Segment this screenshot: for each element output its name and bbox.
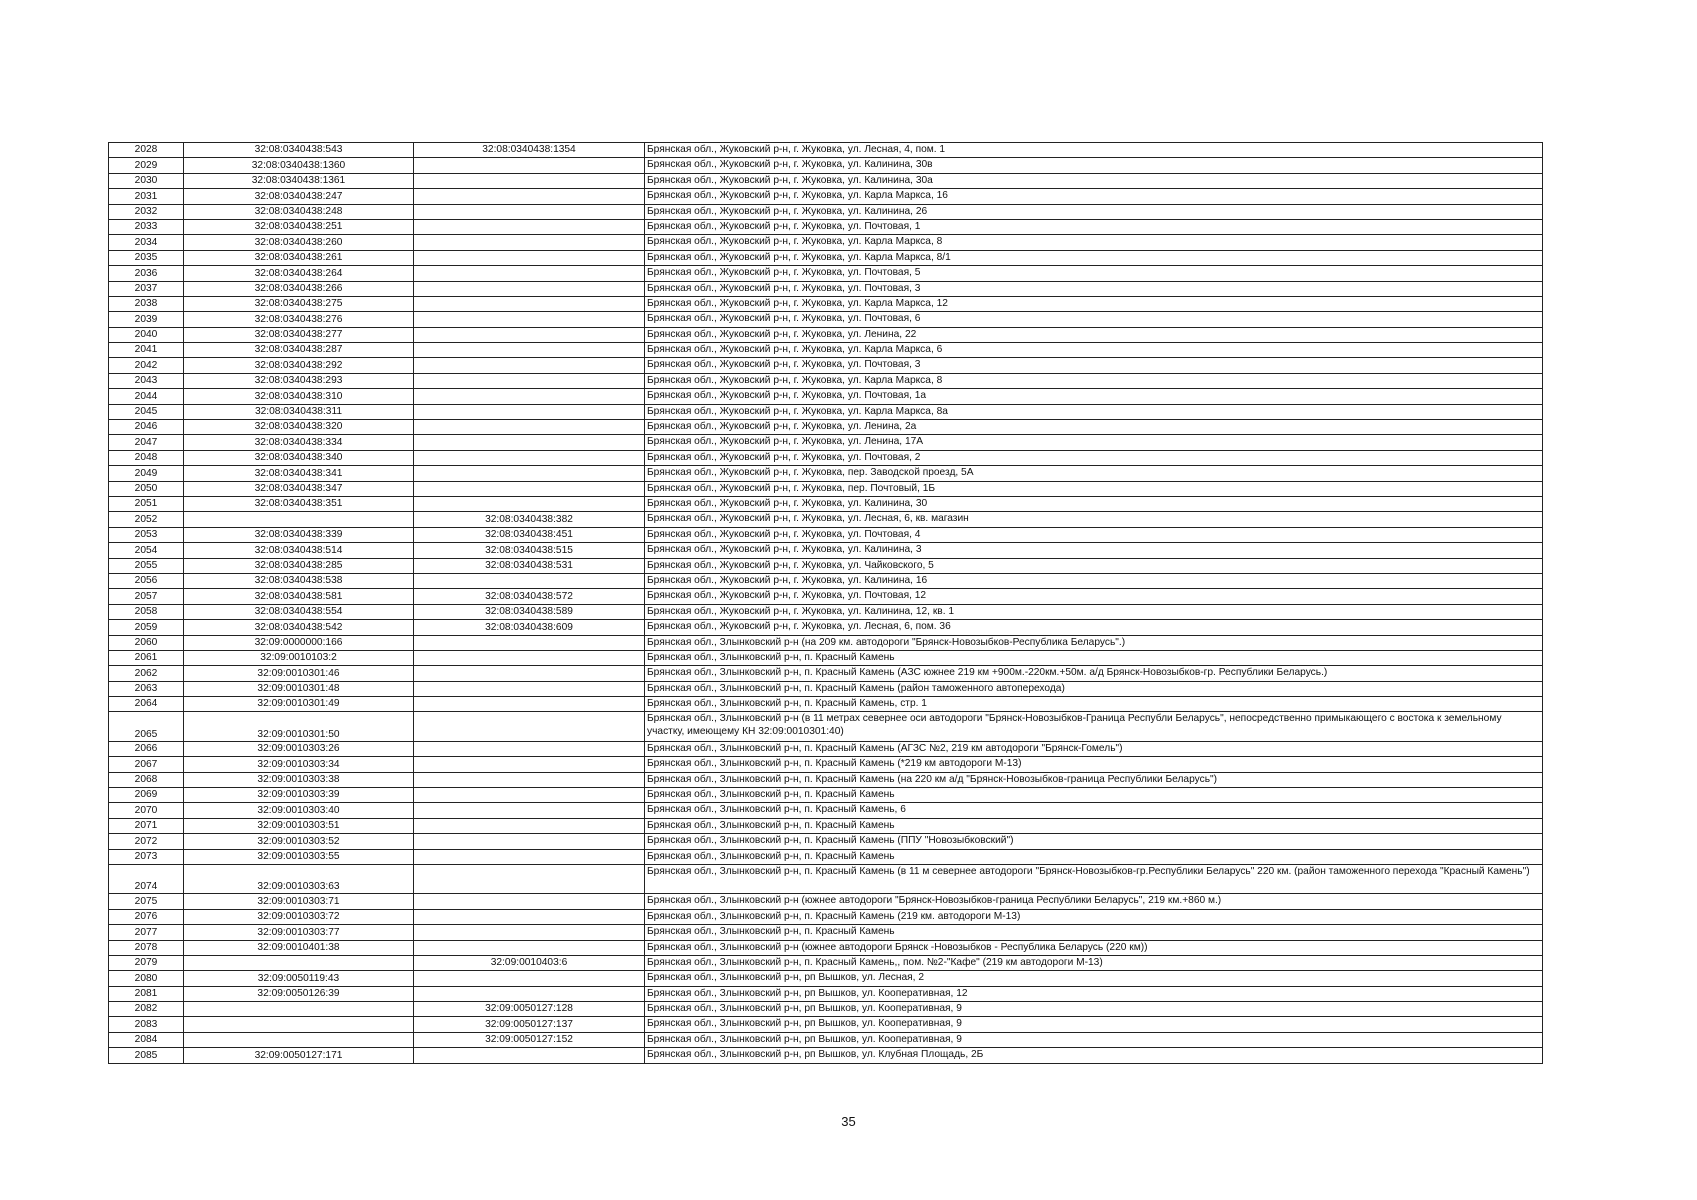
table-row <box>109 496 1543 511</box>
cadastral-number-cell: 32:09:0010303:63 <box>184 864 414 893</box>
cadastral-number-cell: 32:08:0340438:264 <box>184 266 414 281</box>
row-number-cell: 2074 <box>109 864 184 893</box>
related-cadastral-number-cell <box>414 450 645 465</box>
row-number-cell: 2034 <box>109 235 184 250</box>
address-cell: Брянская обл., Жуковский р-н, г. Жуковка, ул. Карла Маркса, 8 <box>645 373 1543 388</box>
row-number-cell: 2076 <box>109 909 184 924</box>
address-cell: Брянская обл., Жуковский р-н, г. Жуковка, ул. Почтовая, 3 <box>645 281 1543 296</box>
address-cell: Брянская обл., Злынковский р-н, п. Красный Камень (район таможенного автоперехода) <box>645 681 1543 696</box>
table-row <box>109 373 1543 388</box>
cadastral-number-cell: 32:09:0010303:71 <box>184 894 414 909</box>
related-cadastral-number-cell <box>414 496 645 511</box>
row-number-cell: 2077 <box>109 925 184 940</box>
row-number-cell: 2079 <box>109 955 184 970</box>
related-cadastral-number-cell <box>414 940 645 955</box>
table-row <box>109 712 1543 741</box>
row-number-cell: 2046 <box>109 420 184 435</box>
table-row <box>109 420 1543 435</box>
address-cell: Брянская обл., Злынковский р-н, п. Красный Камень,, пом. №2-"Кафе" (219 км автодороги М-13) <box>645 955 1543 970</box>
row-number-cell: 2071 <box>109 818 184 833</box>
table-row <box>109 757 1543 772</box>
address-cell: Брянская обл., Жуковский р-н, г. Жуковка, ул. Ленина, 22 <box>645 327 1543 342</box>
related-cadastral-number-cell <box>414 803 645 818</box>
cadastral-number-cell: 32:08:0340438:581 <box>184 589 414 604</box>
table-row <box>109 666 1543 681</box>
cadastral-number-cell: 32:08:0340438:554 <box>184 604 414 619</box>
related-cadastral-number-cell <box>414 650 645 665</box>
table-row <box>109 589 1543 604</box>
table-row <box>109 404 1543 419</box>
row-number-cell: 2075 <box>109 894 184 909</box>
cadastral-number-cell: 32:09:0010303:52 <box>184 834 414 849</box>
table-row <box>109 1002 1543 1017</box>
cadastral-number-cell <box>184 512 414 527</box>
row-number-cell: 2068 <box>109 772 184 787</box>
cadastral-number-cell <box>184 955 414 970</box>
address-cell: Брянская обл., Злынковский р-н, рп Вышков, ул. Кооперативная, 12 <box>645 986 1543 1001</box>
related-cadastral-number-cell <box>414 389 645 404</box>
cadastral-number-cell: 32:09:0010301:46 <box>184 666 414 681</box>
related-cadastral-number-cell <box>414 681 645 696</box>
related-cadastral-number-cell: 32:08:0340438:609 <box>414 620 645 635</box>
cadastral-number-cell: 32:08:0340438:293 <box>184 373 414 388</box>
row-number-cell: 2063 <box>109 681 184 696</box>
table-row <box>109 512 1543 527</box>
related-cadastral-number-cell <box>414 573 645 588</box>
related-cadastral-number-cell <box>414 296 645 311</box>
address-cell: Брянская обл., Злынковский р-н, п. Красный Камень <box>645 788 1543 803</box>
table-row <box>109 312 1543 327</box>
row-number-cell: 2070 <box>109 803 184 818</box>
table-row <box>109 650 1543 665</box>
address-cell: Брянская обл., Жуковский р-н, г. Жуковка, ул. Ленина, 2а <box>645 420 1543 435</box>
address-cell: Брянская обл., Жуковский р-н, г. Жуковка, ул. Калинина, 30в <box>645 158 1543 173</box>
row-number-cell: 2060 <box>109 635 184 650</box>
address-cell: Брянская обл., Жуковский р-н, г. Жуковка, ул. Почтовая, 5 <box>645 266 1543 281</box>
row-number-cell: 2052 <box>109 512 184 527</box>
table-row <box>109 620 1543 635</box>
related-cadastral-number-cell <box>414 281 645 296</box>
related-cadastral-number-cell <box>414 404 645 419</box>
related-cadastral-number-cell: 32:09:0050127:152 <box>414 1032 645 1047</box>
cadastral-number-cell: 32:09:0010303:38 <box>184 772 414 787</box>
table-row <box>109 909 1543 924</box>
address-cell: Брянская обл., Злынковский р-н (южнее автодороги Брянск -Новозыбков - Республика Беларусь (220 км)) <box>645 940 1543 955</box>
related-cadastral-number-cell <box>414 666 645 681</box>
related-cadastral-number-cell <box>414 358 645 373</box>
address-cell: Брянская обл., Жуковский р-н, г. Жуковка, ул. Карла Маркса, 8/1 <box>645 250 1543 265</box>
row-number-cell: 2033 <box>109 219 184 234</box>
row-number-cell: 2029 <box>109 158 184 173</box>
related-cadastral-number-cell <box>414 925 645 940</box>
address-cell: Брянская обл., Жуковский р-н, г. Жуковка, ул. Лесная, 4, пом. 1 <box>645 143 1543 158</box>
row-number-cell: 2045 <box>109 404 184 419</box>
address-cell: Брянская обл., Жуковский р-н, г. Жуковка, ул. Лесная, 6, кв. магазин <box>645 512 1543 527</box>
cadastral-number-cell: 32:08:0340438:341 <box>184 466 414 481</box>
related-cadastral-number-cell <box>414 158 645 173</box>
address-cell: Брянская обл., Злынковский р-н, п. Красный Камень <box>645 818 1543 833</box>
table-row <box>109 143 1543 158</box>
cadastral-number-cell: 32:08:0340438:543 <box>184 143 414 158</box>
related-cadastral-number-cell: 32:09:0050127:128 <box>414 1002 645 1017</box>
row-number-cell: 2067 <box>109 757 184 772</box>
related-cadastral-number-cell <box>414 189 645 204</box>
row-number-cell: 2047 <box>109 435 184 450</box>
row-number-cell: 2038 <box>109 296 184 311</box>
row-number-cell: 2057 <box>109 589 184 604</box>
table-row <box>109 986 1543 1001</box>
related-cadastral-number-cell <box>414 250 645 265</box>
cadastral-number-cell <box>184 1017 414 1032</box>
related-cadastral-number-cell <box>414 971 645 986</box>
address-cell: Брянская обл., Злынковский р-н, п. Красный Камень <box>645 925 1543 940</box>
address-cell: Брянская обл., Жуковский р-н, г. Жуковка, ул. Ленина, 17А <box>645 435 1543 450</box>
cadastral-number-cell: 32:08:0340438:251 <box>184 219 414 234</box>
related-cadastral-number-cell <box>414 373 645 388</box>
table-row <box>109 697 1543 712</box>
cadastral-number-cell: 32:08:0340438:266 <box>184 281 414 296</box>
related-cadastral-number-cell: 32:08:0340438:1354 <box>414 143 645 158</box>
related-cadastral-number-cell <box>414 849 645 864</box>
related-cadastral-number-cell <box>414 757 645 772</box>
row-number-cell: 2049 <box>109 466 184 481</box>
address-cell: Брянская обл., Жуковский р-н, г. Жуковка, ул. Почтовая, 3 <box>645 358 1543 373</box>
address-cell: Брянская обл., Жуковский р-н, г. Жуковка, ул. Карла Маркса, 8а <box>645 404 1543 419</box>
row-number-cell: 2069 <box>109 788 184 803</box>
address-cell: Брянская обл., Жуковский р-н, г. Жуковка, ул. Калинина, 12, кв. 1 <box>645 604 1543 619</box>
table-row <box>109 327 1543 342</box>
cadastral-number-cell: 32:08:0340438:334 <box>184 435 414 450</box>
table-row <box>109 527 1543 542</box>
row-number-cell: 2032 <box>109 204 184 219</box>
row-number-cell: 2028 <box>109 143 184 158</box>
related-cadastral-number-cell <box>414 864 645 893</box>
cadastral-number-cell: 32:08:0340438:260 <box>184 235 414 250</box>
related-cadastral-number-cell <box>414 909 645 924</box>
table-row <box>109 1017 1543 1032</box>
address-cell: Брянская обл., Злынковский р-н, п. Красный Камень <box>645 650 1543 665</box>
related-cadastral-number-cell: 32:08:0340438:382 <box>414 512 645 527</box>
related-cadastral-number-cell <box>414 1048 645 1063</box>
related-cadastral-number-cell <box>414 986 645 1001</box>
row-number-cell: 2064 <box>109 697 184 712</box>
cadastral-number-cell: 32:08:0340438:287 <box>184 343 414 358</box>
table-row <box>109 543 1543 558</box>
table-row <box>109 1032 1543 1047</box>
address-cell: Брянская обл., Жуковский р-н, г. Жуковка, ул. Калинина, 16 <box>645 573 1543 588</box>
page-number: 35 <box>841 1114 856 1129</box>
address-cell: Брянская обл., Злынковский р-н, рп Вышков, ул. Кооперативная, 9 <box>645 1032 1543 1047</box>
table-row <box>109 189 1543 204</box>
table-row <box>109 955 1543 970</box>
cadastral-number-cell: 32:09:0050126:39 <box>184 986 414 1001</box>
table-row <box>109 604 1543 619</box>
row-number-cell: 2059 <box>109 620 184 635</box>
related-cadastral-number-cell <box>414 235 645 250</box>
cadastral-number-cell: 32:09:0000000:166 <box>184 635 414 650</box>
row-number-cell: 2041 <box>109 343 184 358</box>
cadastral-number-cell: 32:08:0340438:1360 <box>184 158 414 173</box>
row-number-cell: 2037 <box>109 281 184 296</box>
row-number-cell: 2054 <box>109 543 184 558</box>
table-row <box>109 481 1543 496</box>
cadastral-number-cell: 32:09:0010303:26 <box>184 741 414 756</box>
table-row <box>109 466 1543 481</box>
address-cell: Брянская обл., Злынковский р-н, п. Красный Камень (в 11 м севернее автодороги "Брянск-Новозыбков-гр.Республики Беларусь" 220 км. (район таможенного перехода "Красный Камень") <box>645 864 1543 893</box>
table-row <box>109 940 1543 955</box>
address-cell: Брянская обл., Жуковский р-н, г. Жуковка, ул. Карла Маркса, 16 <box>645 189 1543 204</box>
related-cadastral-number-cell: 32:08:0340438:589 <box>414 604 645 619</box>
table-row <box>109 435 1543 450</box>
cadastral-number-cell: 32:09:0010303:34 <box>184 757 414 772</box>
address-cell: Брянская обл., Жуковский р-н, г. Жуковка, пер. Заводской проезд, 5А <box>645 466 1543 481</box>
table-body <box>109 143 1543 1064</box>
address-cell: Брянская обл., Жуковский р-н, г. Жуковка, ул. Калинина, 30 <box>645 496 1543 511</box>
table-row <box>109 864 1543 893</box>
row-number-cell: 2078 <box>109 940 184 955</box>
address-cell: Брянская обл., Злынковский р-н, п. Красный Камень (ППУ "Новозыбковский") <box>645 834 1543 849</box>
address-cell: Брянская обл., Злынковский р-н, п. Красный Камень (*219 км автодороги М-13) <box>645 757 1543 772</box>
table-row <box>109 219 1543 234</box>
row-number-cell: 2053 <box>109 527 184 542</box>
address-cell: Брянская обл., Жуковский р-н, г. Жуковка, ул. Почтовая, 12 <box>645 589 1543 604</box>
cadastral-number-cell <box>184 1002 414 1017</box>
address-cell: Брянская обл., Жуковский р-н, г. Жуковка, ул. Чайковского, 5 <box>645 558 1543 573</box>
cadastral-number-cell: 32:08:0340438:311 <box>184 404 414 419</box>
cadastral-number-cell: 32:09:0050119:43 <box>184 971 414 986</box>
row-number-cell: 2058 <box>109 604 184 619</box>
row-number-cell: 2040 <box>109 327 184 342</box>
cadastral-table <box>108 142 1543 1064</box>
table-row <box>109 235 1543 250</box>
table-row <box>109 389 1543 404</box>
table-row <box>109 971 1543 986</box>
row-number-cell: 2055 <box>109 558 184 573</box>
table-row <box>109 558 1543 573</box>
address-cell: Брянская обл., Злынковский р-н, п. Красный Камень (АГЗС №2, 219 км автодороги "Брянск-Гомель") <box>645 741 1543 756</box>
address-cell: Брянская обл., Злынковский р-н, рп Вышков, ул. Лесная, 2 <box>645 971 1543 986</box>
address-cell: Брянская обл., Жуковский р-н, г. Жуковка, ул. Почтовая, 6 <box>645 312 1543 327</box>
table-row <box>109 772 1543 787</box>
related-cadastral-number-cell <box>414 173 645 188</box>
cadastral-number-cell: 32:09:0010303:39 <box>184 788 414 803</box>
row-number-cell: 2056 <box>109 573 184 588</box>
row-number-cell: 2036 <box>109 266 184 281</box>
related-cadastral-number-cell <box>414 772 645 787</box>
row-number-cell: 2030 <box>109 173 184 188</box>
table-row <box>109 266 1543 281</box>
related-cadastral-number-cell <box>414 481 645 496</box>
table-row <box>109 788 1543 803</box>
related-cadastral-number-cell <box>414 834 645 849</box>
cadastral-number-cell <box>184 1032 414 1047</box>
row-number-cell: 2043 <box>109 373 184 388</box>
cadastral-number-cell: 32:08:0340438:340 <box>184 450 414 465</box>
related-cadastral-number-cell <box>414 697 645 712</box>
address-cell: Брянская обл., Жуковский р-н, г. Жуковка, ул. Почтовая, 1 <box>645 219 1543 234</box>
table-row <box>109 894 1543 909</box>
related-cadastral-number-cell <box>414 788 645 803</box>
address-cell: Брянская обл., Злынковский р-н, п. Красный Камень, стр. 1 <box>645 697 1543 712</box>
table-row <box>109 343 1543 358</box>
related-cadastral-number-cell <box>414 435 645 450</box>
cadastral-number-cell: 32:08:0340438:320 <box>184 420 414 435</box>
cadastral-number-cell: 32:08:0340438:351 <box>184 496 414 511</box>
cadastral-number-cell: 32:08:0340438:261 <box>184 250 414 265</box>
related-cadastral-number-cell <box>414 219 645 234</box>
row-number-cell: 2061 <box>109 650 184 665</box>
address-cell: Брянская обл., Жуковский р-н, г. Жуковка, ул. Лесная, 6, пом. 36 <box>645 620 1543 635</box>
row-number-cell: 2085 <box>109 1048 184 1063</box>
address-cell: Брянская обл., Злынковский р-н, п. Красный Камень (на 220 км а/д "Брянск-Новозыбков-граница Республики Беларусь") <box>645 772 1543 787</box>
table-row <box>109 681 1543 696</box>
related-cadastral-number-cell <box>414 343 645 358</box>
table-row <box>109 281 1543 296</box>
table-row <box>109 158 1543 173</box>
cadastral-number-cell: 32:08:0340438:538 <box>184 573 414 588</box>
address-cell: Брянская обл., Злынковский р-н, п. Красный Камень, 6 <box>645 803 1543 818</box>
row-number-cell: 2044 <box>109 389 184 404</box>
address-cell: Брянская обл., Жуковский р-н, г. Жуковка, ул. Почтовая, 1а <box>645 389 1543 404</box>
cadastral-number-cell: 32:09:0010303:55 <box>184 849 414 864</box>
address-cell: Брянская обл., Жуковский р-н, г. Жуковка, ул. Калинина, 3 <box>645 543 1543 558</box>
row-number-cell: 2083 <box>109 1017 184 1032</box>
table-row <box>109 803 1543 818</box>
address-cell: Брянская обл., Злынковский р-н, рп Вышков, ул. Клубная Площадь, 2Б <box>645 1048 1543 1063</box>
related-cadastral-number-cell: 32:09:0010403:6 <box>414 955 645 970</box>
table-row <box>109 450 1543 465</box>
row-number-cell: 2035 <box>109 250 184 265</box>
cadastral-number-cell: 32:08:0340438:292 <box>184 358 414 373</box>
related-cadastral-number-cell: 32:08:0340438:451 <box>414 527 645 542</box>
related-cadastral-number-cell: 32:08:0340438:531 <box>414 558 645 573</box>
related-cadastral-number-cell <box>414 266 645 281</box>
cadastral-number-cell: 32:08:0340438:247 <box>184 189 414 204</box>
row-number-cell: 2082 <box>109 1002 184 1017</box>
cadastral-number-cell: 32:08:0340438:1361 <box>184 173 414 188</box>
table-row <box>109 173 1543 188</box>
row-number-cell: 2073 <box>109 849 184 864</box>
cadastral-number-cell: 32:09:0010303:40 <box>184 803 414 818</box>
address-cell: Брянская обл., Жуковский р-н, г. Жуковка, ул. Карла Маркса, 12 <box>645 296 1543 311</box>
cadastral-number-cell: 32:09:0010301:50 <box>184 712 414 741</box>
address-cell: Брянская обл., Злынковский р-н, рп Вышков, ул. Кооперативная, 9 <box>645 1002 1543 1017</box>
cadastral-number-cell: 32:09:0010103:2 <box>184 650 414 665</box>
row-number-cell: 2072 <box>109 834 184 849</box>
row-number-cell: 2048 <box>109 450 184 465</box>
address-cell: Брянская обл., Злынковский р-н (южнее автодороги "Брянск-Новозыбков-граница Республики Беларусь", 219 км.+860 м.) <box>645 894 1543 909</box>
row-number-cell: 2080 <box>109 971 184 986</box>
related-cadastral-number-cell <box>414 466 645 481</box>
cadastral-number-cell: 32:08:0340438:277 <box>184 327 414 342</box>
row-number-cell: 2050 <box>109 481 184 496</box>
cadastral-number-cell: 32:09:0010303:77 <box>184 925 414 940</box>
address-cell: Брянская обл., Злынковский р-н (в 11 метрах севернее оси автодороги "Брянск-Новозыбков-Граница Республи Беларусь", непосредственно примыкающего с востока к земельному участку, имеющему КН 32:09:0010301:40) <box>645 712 1543 741</box>
table-row <box>109 849 1543 864</box>
related-cadastral-number-cell <box>414 741 645 756</box>
address-cell: Брянская обл., Злынковский р-н (на 209 км. автодороги "Брянск-Новозыбков-Республика Беларусь".) <box>645 635 1543 650</box>
cadastral-number-cell: 32:09:0010301:48 <box>184 681 414 696</box>
row-number-cell: 2062 <box>109 666 184 681</box>
address-cell: Брянская обл., Жуковский р-н, г. Жуковка, ул. Карла Маркса, 6 <box>645 343 1543 358</box>
cadastral-number-cell: 32:08:0340438:339 <box>184 527 414 542</box>
row-number-cell: 2031 <box>109 189 184 204</box>
table-row <box>109 925 1543 940</box>
table-row <box>109 573 1543 588</box>
row-number-cell: 2084 <box>109 1032 184 1047</box>
table-row <box>109 250 1543 265</box>
address-cell: Брянская обл., Жуковский р-н, г. Жуковка, ул. Почтовая, 4 <box>645 527 1543 542</box>
cadastral-number-cell: 32:09:0010303:72 <box>184 909 414 924</box>
related-cadastral-number-cell <box>414 204 645 219</box>
cadastral-number-cell: 32:09:0010301:49 <box>184 697 414 712</box>
table-row <box>109 635 1543 650</box>
related-cadastral-number-cell <box>414 712 645 741</box>
table-row <box>109 1048 1543 1063</box>
cadastral-number-cell: 32:08:0340438:248 <box>184 204 414 219</box>
related-cadastral-number-cell <box>414 312 645 327</box>
table-row <box>109 834 1543 849</box>
row-number-cell: 2051 <box>109 496 184 511</box>
address-cell: Брянская обл., Злынковский р-н, п. Красный Камень (219 км. автодороги М-13) <box>645 909 1543 924</box>
table-row <box>109 296 1543 311</box>
cadastral-number-cell: 32:08:0340438:310 <box>184 389 414 404</box>
cadastral-number-cell: 32:08:0340438:514 <box>184 543 414 558</box>
cadastral-number-cell: 32:09:0010303:51 <box>184 818 414 833</box>
related-cadastral-number-cell <box>414 420 645 435</box>
row-number-cell: 2081 <box>109 986 184 1001</box>
address-cell: Брянская обл., Жуковский р-н, г. Жуковка, ул. Карла Маркса, 8 <box>645 235 1543 250</box>
related-cadastral-number-cell <box>414 327 645 342</box>
address-cell: Брянская обл., Злынковский р-н, п. Красный Камень (АЗС южнее 219 км +900м.-220км.+50м. а/д Брянск-Новозыбков-гр. Республики Беларусь.) <box>645 666 1543 681</box>
address-cell: Брянская обл., Жуковский р-н, г. Жуковка, ул. Калинина, 30а <box>645 173 1543 188</box>
row-number-cell: 2039 <box>109 312 184 327</box>
table-row <box>109 741 1543 756</box>
cadastral-number-cell: 32:09:0010401:38 <box>184 940 414 955</box>
related-cadastral-number-cell: 32:09:0050127:137 <box>414 1017 645 1032</box>
address-cell: Брянская обл., Злынковский р-н, п. Красный Камень <box>645 849 1543 864</box>
table-row <box>109 818 1543 833</box>
row-number-cell: 2042 <box>109 358 184 373</box>
related-cadastral-number-cell: 32:08:0340438:515 <box>414 543 645 558</box>
cadastral-number-cell: 32:08:0340438:542 <box>184 620 414 635</box>
cadastral-number-cell: 32:08:0340438:285 <box>184 558 414 573</box>
address-cell: Брянская обл., Жуковский р-н, г. Жуковка, пер. Почтовый, 1Б <box>645 481 1543 496</box>
related-cadastral-number-cell: 32:08:0340438:572 <box>414 589 645 604</box>
related-cadastral-number-cell <box>414 635 645 650</box>
table-row <box>109 204 1543 219</box>
cadastral-number-cell: 32:08:0340438:276 <box>184 312 414 327</box>
address-cell: Брянская обл., Жуковский р-н, г. Жуковка, ул. Почтовая, 2 <box>645 450 1543 465</box>
address-cell: Брянская обл., Злынковский р-н, рп Вышков, ул. Кооперативная, 9 <box>645 1017 1543 1032</box>
cadastral-number-cell: 32:08:0340438:347 <box>184 481 414 496</box>
address-cell: Брянская обл., Жуковский р-н, г. Жуковка, ул. Калинина, 26 <box>645 204 1543 219</box>
table-row <box>109 358 1543 373</box>
related-cadastral-number-cell <box>414 894 645 909</box>
cadastral-number-cell: 32:08:0340438:275 <box>184 296 414 311</box>
related-cadastral-number-cell <box>414 818 645 833</box>
cadastral-number-cell: 32:09:0050127:171 <box>184 1048 414 1063</box>
row-number-cell: 2065 <box>109 712 184 741</box>
row-number-cell: 2066 <box>109 741 184 756</box>
